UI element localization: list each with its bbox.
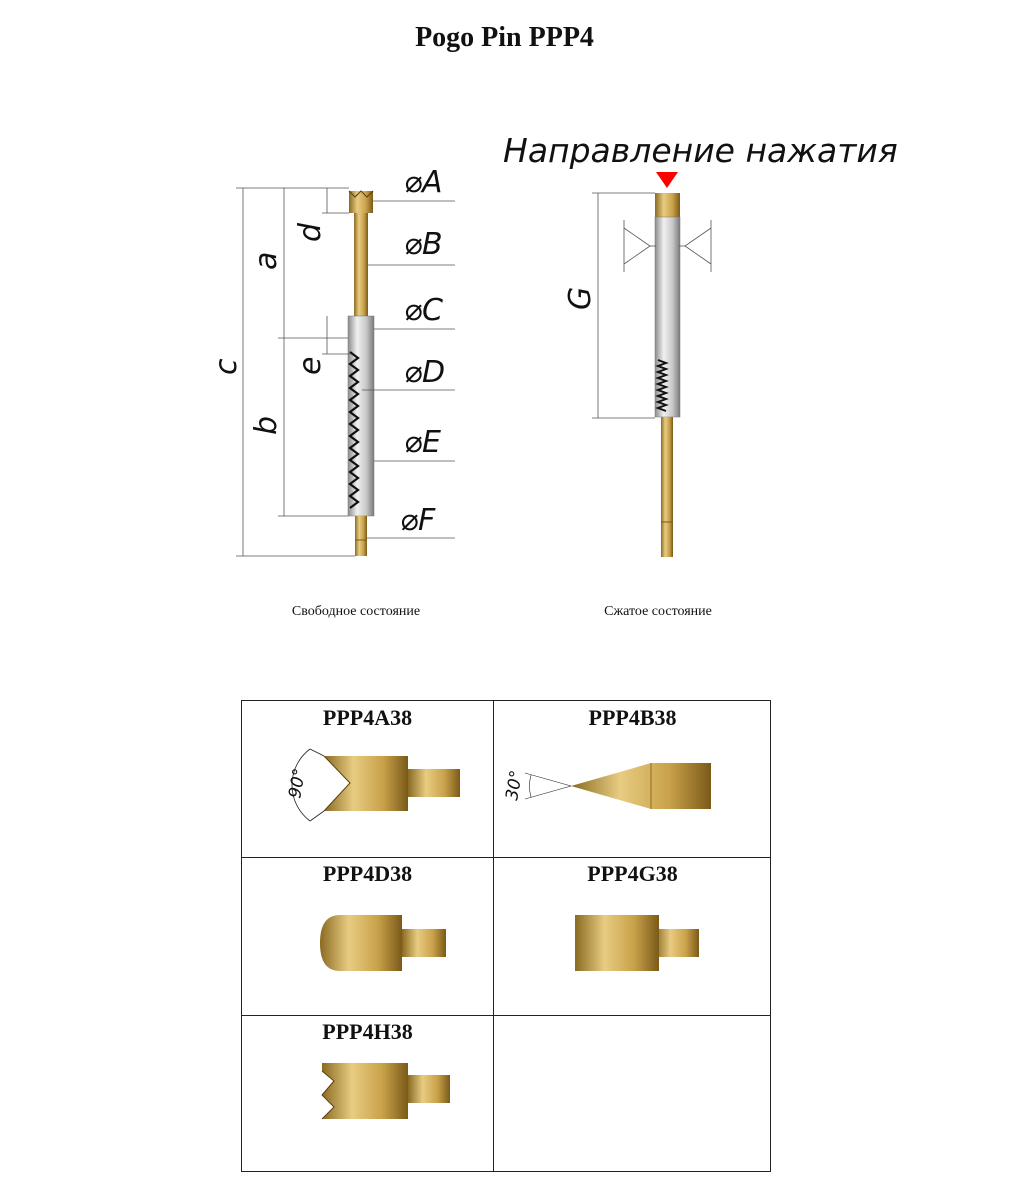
tip-d38-drawing <box>242 857 493 1015</box>
dim-a: a <box>249 251 284 270</box>
tip-code: PPP4G38 <box>587 861 678 886</box>
comp-pin-tail <box>661 417 673 557</box>
tip-code: PPP4H38 <box>322 1019 413 1044</box>
tip-code: PPP4B38 <box>588 705 677 730</box>
tip-h38-drawing <box>242 1015 493 1173</box>
tip-angle: 30° <box>502 768 528 802</box>
press-direction-label: Направление нажатия <box>503 131 898 170</box>
tip-a38-drawing <box>242 701 493 857</box>
dim-phiF: ⌀F <box>400 503 436 538</box>
dim-e: e <box>293 356 328 375</box>
free-pin-tail <box>355 516 367 556</box>
press-arrow-icon <box>656 172 678 188</box>
tip-cell-a38 <box>242 701 493 857</box>
dim-phiB: ⌀B <box>404 227 443 262</box>
free-state-pin <box>348 191 374 556</box>
page-title: Pogo Pin PPP4 <box>415 22 594 53</box>
caption-free-state: Свободное состояние <box>291 604 421 619</box>
dim-phiC: ⌀C <box>404 293 444 328</box>
tip-g38-drawing <box>493 857 772 1015</box>
dim-G: G <box>563 286 598 310</box>
dim-phiD: ⌀D <box>404 355 446 390</box>
tip-cell-h38 <box>242 1015 493 1173</box>
comp-pin-head <box>655 193 680 217</box>
dim-phiA: ⌀A <box>404 165 443 200</box>
compressed-state-pin <box>655 193 680 557</box>
compressed-state-dimensions <box>592 193 711 418</box>
dim-b: b <box>249 415 284 435</box>
tip-cell-g38 <box>493 857 772 1015</box>
tip-angle: 90° <box>285 766 311 800</box>
tip-code: PPP4D38 <box>322 861 413 886</box>
dim-d: d <box>293 222 328 242</box>
tip-cell-d38 <box>242 857 493 1015</box>
tip-types-table <box>241 700 771 1172</box>
caption-compressed-state: Сжатое состояние <box>604 604 712 619</box>
free-pin-plunger <box>354 213 368 317</box>
tip-code: PPP4A38 <box>322 705 413 730</box>
dim-c: c <box>209 358 244 375</box>
tip-cell-empty <box>493 1015 772 1173</box>
tip-cell-b38 <box>493 701 772 857</box>
dim-phiE: ⌀E <box>404 425 442 460</box>
tip-b38-drawing <box>493 701 772 857</box>
